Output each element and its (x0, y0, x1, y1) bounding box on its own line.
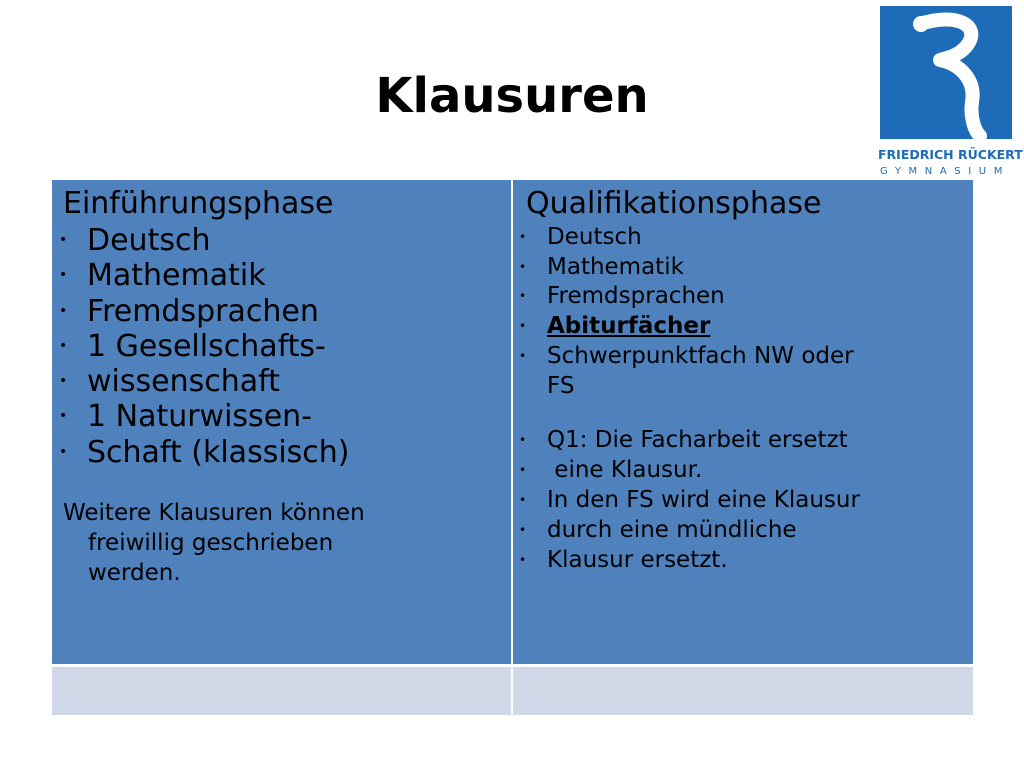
bullet-icon: • (519, 319, 527, 334)
list-item: • eine Klausur. (519, 457, 703, 483)
list-item: • Schwerpunktfach NW oder FS (519, 342, 854, 399)
list-item: • wissenschaft (59, 364, 280, 400)
list-item: • Mathematik (519, 253, 854, 283)
bullet-icon: • (519, 289, 527, 304)
bullet-icon: • (519, 259, 527, 274)
bullet-icon: • (519, 230, 527, 244)
bullet-icon: • (519, 523, 527, 537)
list-item: • 1 Naturwissen- (59, 399, 312, 435)
bullet-icon: • (59, 443, 68, 460)
list-item: • durch eine mündliche (519, 517, 797, 543)
list-item: • Fremdsprachen (519, 282, 854, 312)
list-item: • In den FS wird eine Klausur (519, 487, 860, 513)
bullet-icon: • (59, 232, 68, 248)
logo-text-line1: FRIEDRICH RÜCKERT (878, 147, 1023, 162)
table-cell-empty-left (52, 667, 511, 715)
list-item: • Q1: Die Facharbeit ersetzt (519, 427, 848, 453)
note-line: freiwillig geschrieben (88, 530, 334, 556)
exam-table (52, 180, 973, 715)
list-item: • Deutsch (519, 223, 854, 253)
school-logo (878, 6, 1023, 184)
list-item: • Klausur ersetzt. (519, 547, 728, 573)
bullet-icon: • (519, 433, 527, 447)
bullet-icon: • (59, 408, 68, 425)
list-item: • 1 Gesellschafts- (59, 328, 326, 364)
bullet-icon: • (59, 267, 68, 284)
list-item: • Mathematik (59, 258, 266, 294)
logo-mark-icon (880, 6, 1012, 139)
left-subject-list (59, 223, 350, 470)
table-cell-empty-right (513, 667, 973, 715)
list-item-abitur: • Abiturfächer (519, 312, 854, 342)
bullet-icon: • (59, 302, 68, 319)
note-line: Weitere Klausuren können (63, 500, 365, 526)
bullet-icon: • (519, 463, 527, 477)
slide-title: Klausuren (375, 68, 649, 124)
bullet-icon: • (59, 373, 68, 390)
bullet-icon: • (519, 493, 527, 507)
list-item: • Fremdsprachen (59, 293, 319, 329)
bullet-icon: • (519, 348, 527, 363)
bullet-icon: • (59, 337, 68, 354)
list-item: • Schaft (klassisch) (59, 434, 350, 470)
column-heading-right: Qualifikationsphase (526, 186, 822, 221)
right-note-list (519, 425, 860, 575)
right-subject-list (519, 223, 854, 401)
list-item: • Deutsch (59, 223, 211, 258)
table-cell-introduction-phase (52, 180, 511, 664)
left-note (63, 498, 483, 588)
column-heading-left: Einführungsphase (63, 186, 334, 221)
logo-text-line2: GYMNASIUM (880, 166, 1010, 177)
note-line: werden. (88, 560, 181, 586)
bullet-icon: • (519, 553, 527, 567)
